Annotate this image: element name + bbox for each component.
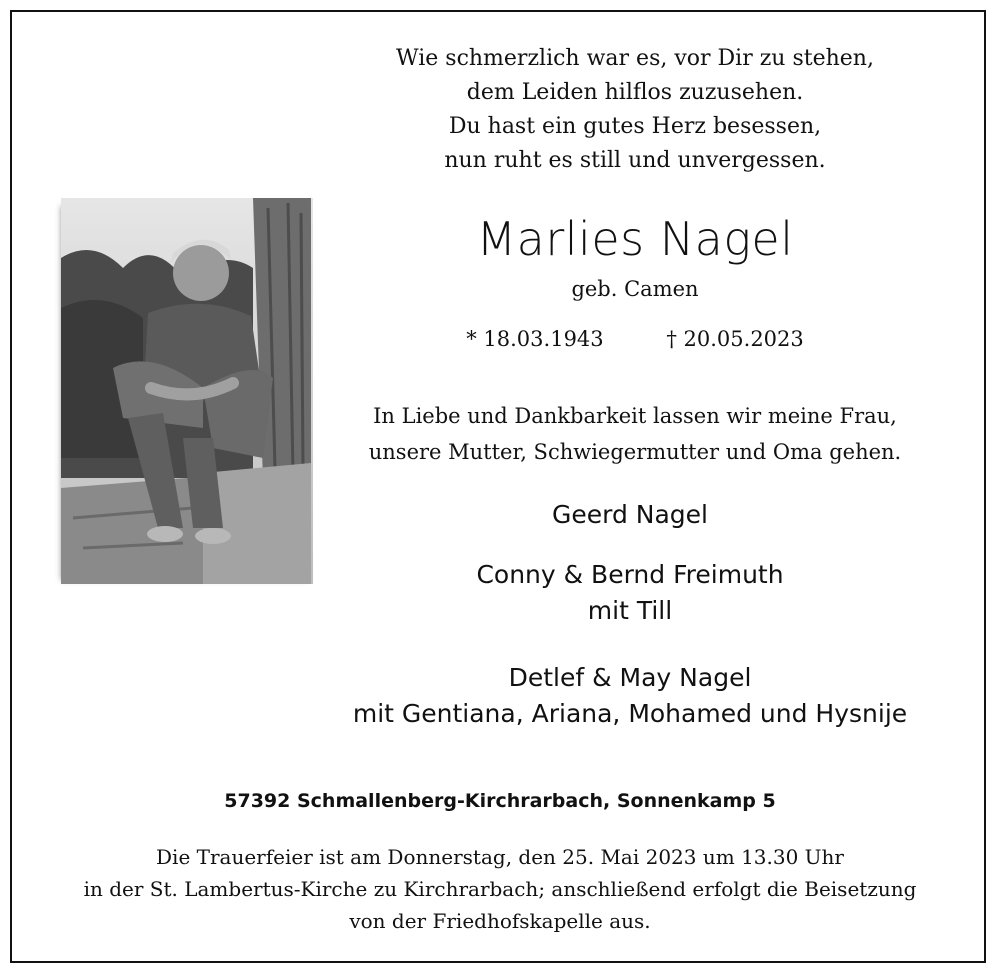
poem-line: Du hast ein gutes Herz besessen, bbox=[448, 114, 822, 139]
mourner-line: Detlef & May Nagel bbox=[508, 663, 752, 692]
mourner-line: Geerd Nagel bbox=[551, 500, 708, 529]
service-line: Die Trauerfeier ist am Donnerstag, den 25. Mai 2023 um 13.30 Uhr bbox=[156, 845, 844, 869]
deceased-name: Marlies Nagel bbox=[476, 212, 794, 266]
service-line: von der Friedhofskapelle aus. bbox=[349, 909, 651, 933]
life-dates bbox=[330, 327, 940, 351]
mourner-group-2 bbox=[300, 557, 960, 629]
farewell-line: unsere Mutter, Schwiegermutter und Oma gehen. bbox=[368, 440, 902, 464]
mourner-line: Conny & Bernd Freimuth bbox=[476, 560, 784, 589]
poem-line: nun ruht es still und unvergessen. bbox=[444, 148, 826, 173]
mourner-line: mit Till bbox=[587, 596, 673, 625]
poem-line: Wie schmerzlich war es, vor Dir zu stehen, bbox=[396, 46, 874, 71]
poem-line: dem Leiden hilflos zuzusehen. bbox=[466, 80, 804, 105]
mourner-line: mit Gentiana, Ariana, Mohamed und Hysnije bbox=[352, 699, 908, 728]
service-line: in der St. Lambertus-Kirche zu Kirchrarbach; anschließend erfolgt die Beisetzung bbox=[83, 877, 917, 901]
birth-name: geb. Camen bbox=[571, 277, 699, 301]
mourner-group-1 bbox=[300, 500, 960, 529]
portrait-photo bbox=[53, 198, 315, 588]
service-info bbox=[20, 841, 980, 937]
farewell-line: In Liebe und Dankbarkeit lassen wir meine Frau, bbox=[373, 404, 897, 428]
birth-date: * 18.03.1943 bbox=[466, 327, 604, 351]
death-date: † 20.05.2023 bbox=[666, 327, 804, 351]
mourner-group-3 bbox=[300, 660, 960, 732]
family-address: 57392 Schmallenberg-Kirchrarbach, Sonnenkamp 5 bbox=[224, 790, 776, 812]
memorial-poem bbox=[330, 42, 940, 178]
farewell-text bbox=[330, 398, 940, 470]
